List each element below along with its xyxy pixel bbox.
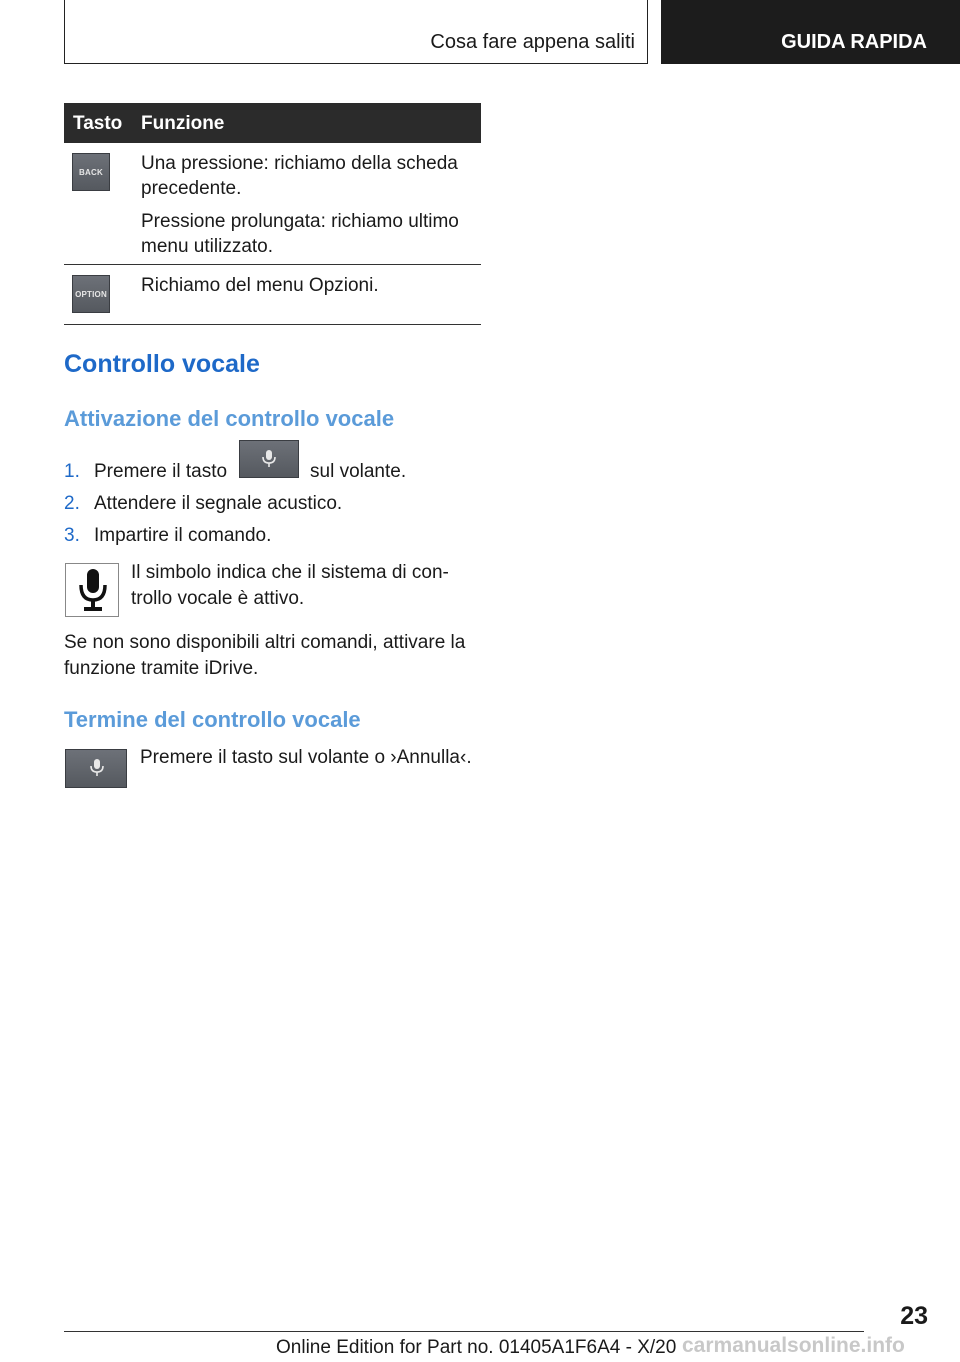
step-number: 3.: [64, 525, 80, 546]
table-header: [64, 103, 481, 143]
edition-text: Online Edition for Part no. 01405A1F6A4 - X/20: [276, 1337, 677, 1358]
table-row: [64, 265, 481, 325]
function-text: Richiamo del menu Opzioni.: [141, 275, 379, 296]
step-text: Premere il tasto: [94, 461, 228, 482]
termination-text: Premere il tasto sul volante o ›Annulla‹.: [140, 747, 472, 768]
back-key-icon: BACK: [72, 153, 110, 191]
step-number: 2.: [64, 493, 80, 514]
microphone-icon: [65, 749, 127, 788]
heading-termine: Termine del controllo vocale: [64, 707, 361, 732]
option-key-icon: OPTION: [72, 275, 110, 313]
header-frame: [64, 0, 648, 64]
footer-divider: [64, 1331, 864, 1332]
step-text: Impartire il comando.: [94, 525, 272, 546]
symbol-note: Il simbolo indica che il sistema di con- trollo vocale è attivo.: [131, 562, 449, 609]
column-header-key: Tasto: [73, 113, 123, 134]
column-header-function: Funzione: [141, 113, 225, 134]
function-text: Una pressione: richiamo della scheda precedente.: [141, 153, 458, 199]
voice-active-microphone-icon: [65, 563, 119, 617]
watermark: carmanualsonline.info: [682, 1334, 905, 1357]
function-text: Pressione prolungata: richiamo ultimo menu utilizzato.: [141, 211, 459, 257]
step-text-after: sul volante.: [310, 461, 407, 482]
chapter-tab: [661, 0, 960, 64]
microphone-icon: [239, 440, 299, 478]
heading-controllo-vocale: Controllo vocale: [64, 350, 260, 378]
heading-attivazione: Attivazione del controllo vocale: [64, 406, 395, 431]
idrive-note: Se non sono disponibili altri comandi, attivare la funzione tramite iDrive.: [64, 632, 466, 679]
table-row: [64, 143, 481, 265]
step-number: 1.: [64, 461, 80, 482]
chapter-tab-label: GUIDA RAPIDA: [781, 31, 927, 53]
step-text: Attendere il segnale acustico.: [94, 493, 343, 514]
page-number: 23: [900, 1302, 928, 1330]
section-title: Cosa fare appena saliti: [430, 31, 635, 53]
key-function-table: [64, 103, 481, 325]
